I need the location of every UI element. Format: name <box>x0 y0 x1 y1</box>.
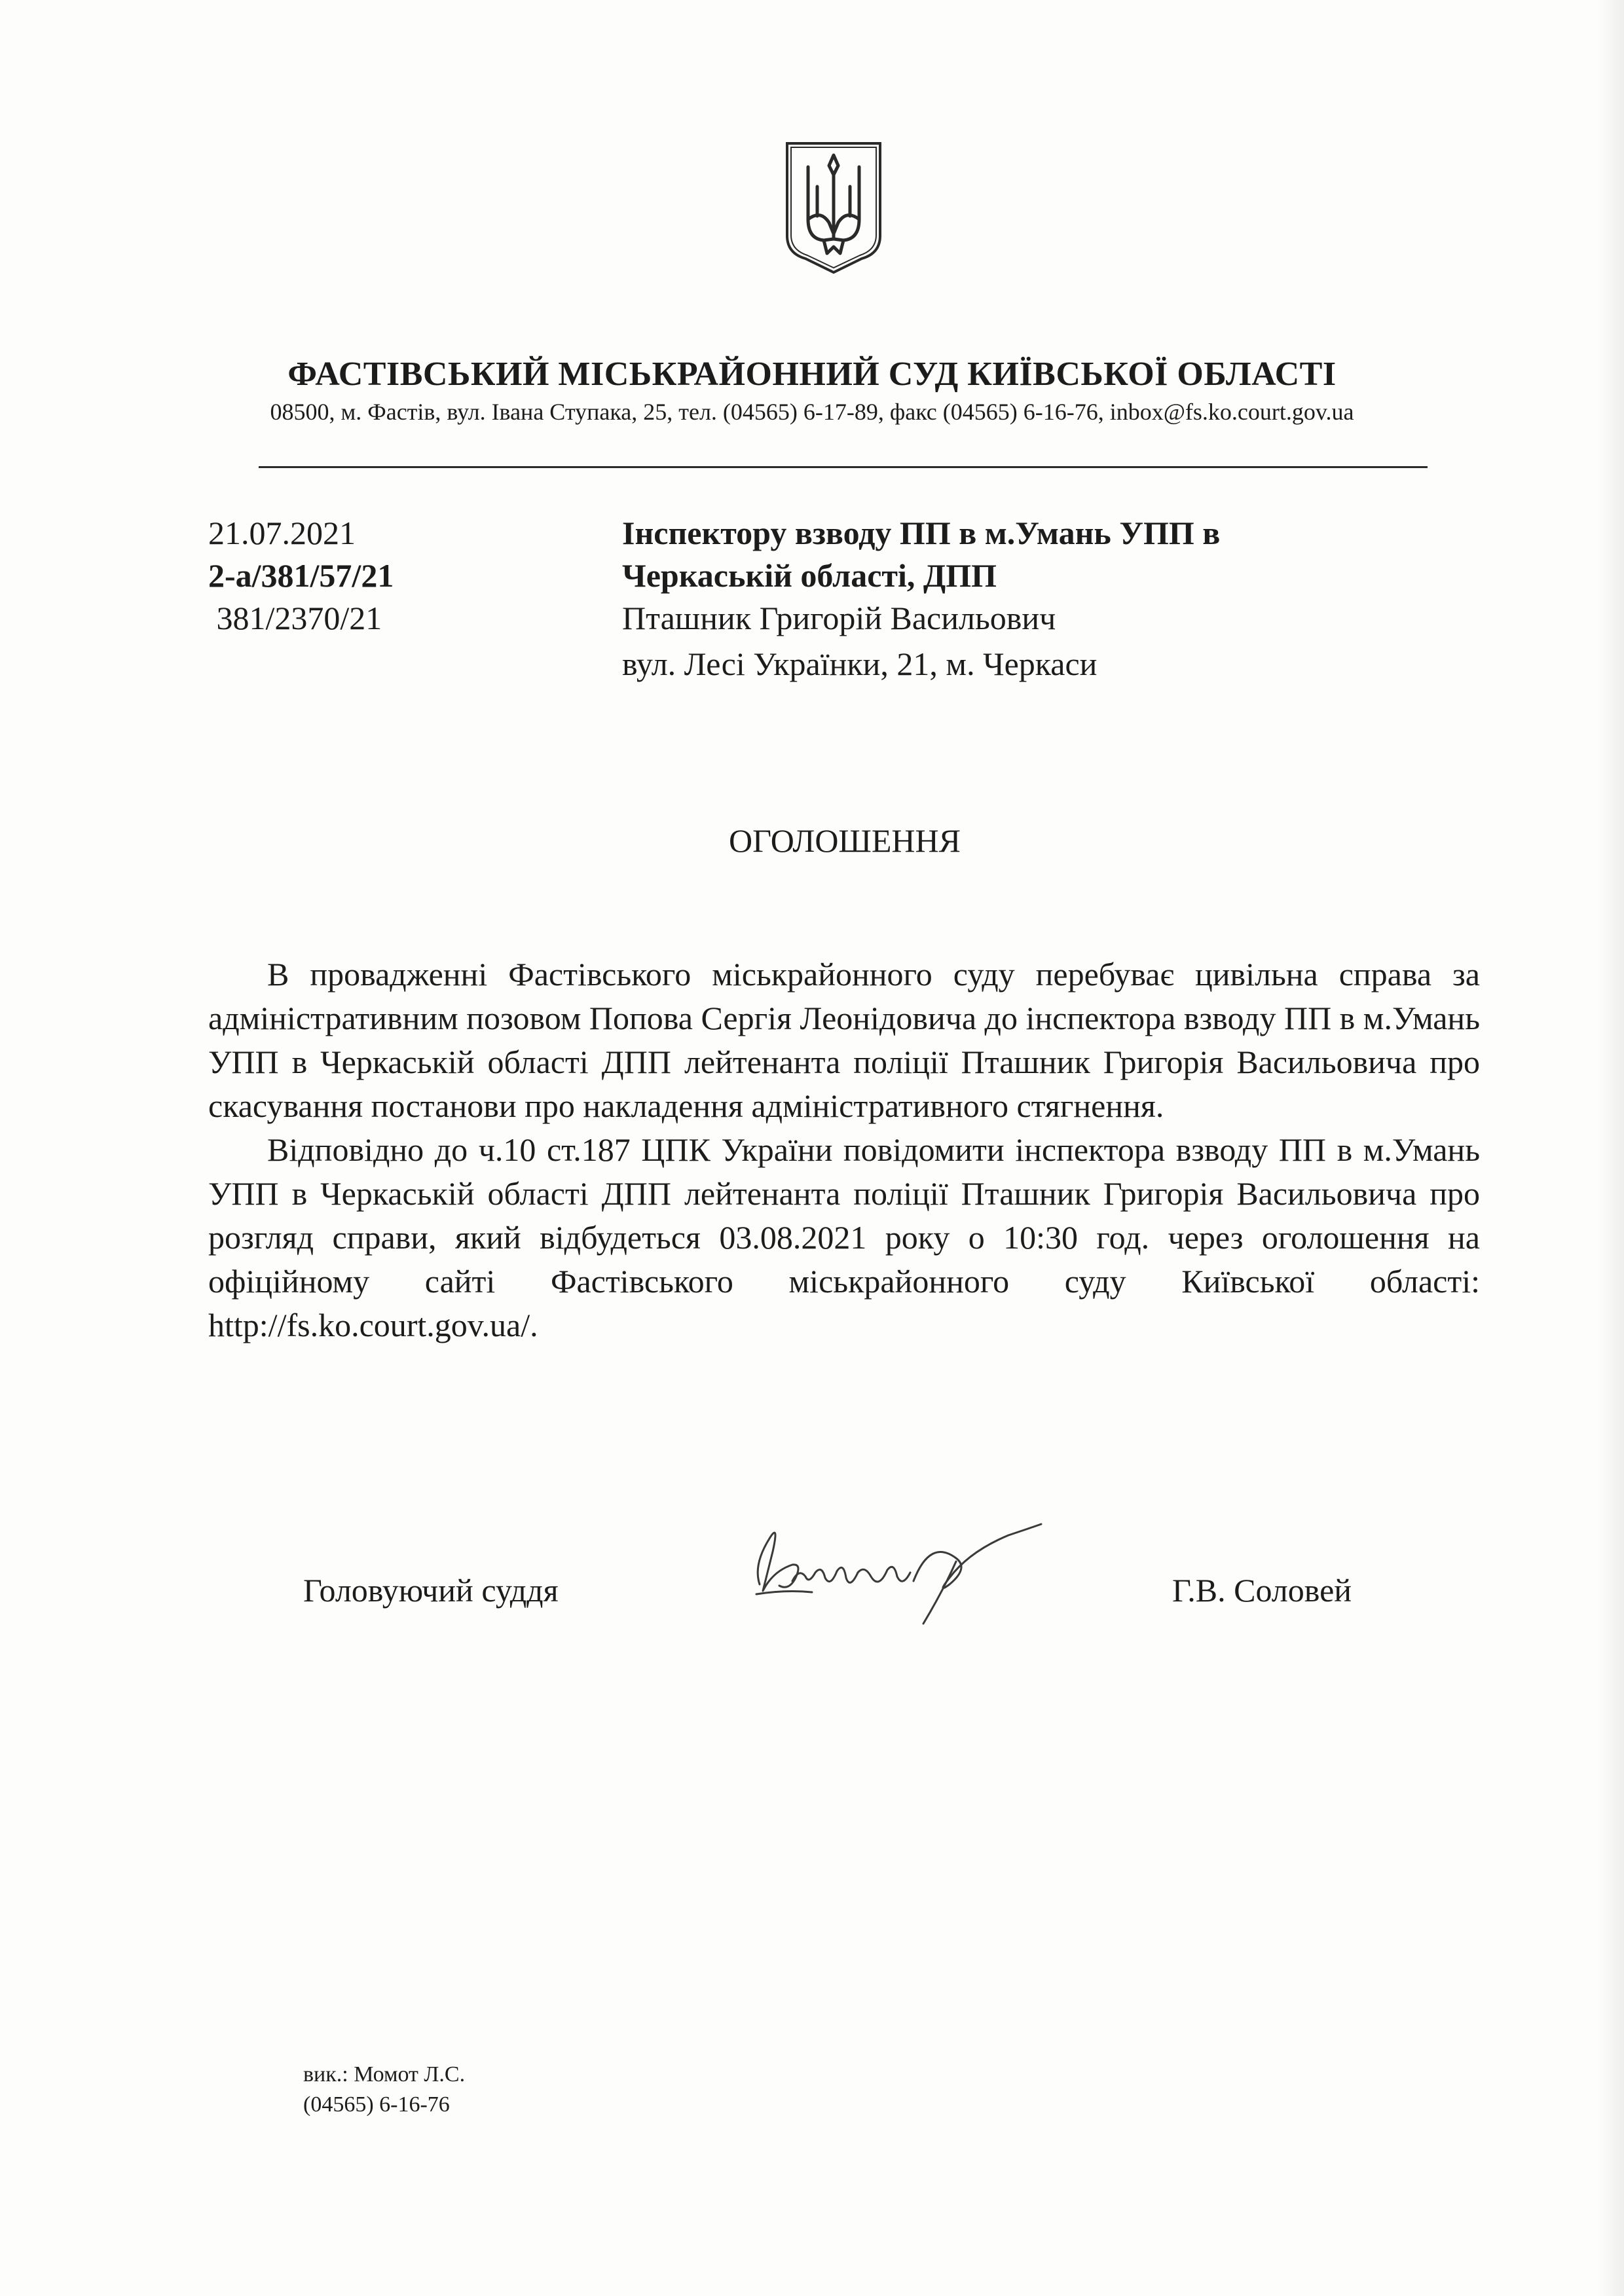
signature-role: Головуючий суддя <box>303 1572 559 1609</box>
recipient-line-2: Черкаській області, ДПП <box>622 557 997 594</box>
recipient-line-1: Інспектору взводу ПП в м.Умань УПП в <box>622 515 1221 551</box>
body-paragraph-2: Відповідно до ч.10 ст.187 ЦПК України повідомити інспектора взводу ПП в м.Умань УПП в Черкаській області ДПП лейтенанта поліції Пташник Григорія Васильовича про розгляд справи, який відбудеться 03.08.2021 року о 10:30 год. через оголошення на офіційному сайті Фастівського міськрайонного суду Київської області: http://fs.ko.court.gov.ua/. <box>208 1131 1480 1343</box>
body-paragraph-1: В провадженні Фастівського міськрайонного суду перебуває цивільна справа за адміністративним позовом Попова Сергія Леонідовича до інспектора взводу ПП в м.Умань УПП в Черкаській області ДПП лейтенанта поліції Пташник Григорія Васильовича про скасування постанови про накладення адміністративного стягнення. <box>208 956 1480 1124</box>
executor-phone: (04565) 6-16-76 <box>303 2092 450 2117</box>
handwritten-signature <box>733 1499 1048 1637</box>
recipient-name: Пташник Григорій Васильович <box>622 600 1056 636</box>
header-divider <box>259 466 1428 468</box>
judge-name: Г.В. Соловей <box>1172 1572 1352 1609</box>
announcement-body <box>208 953 1480 1347</box>
registration-number: 381/2370/21 <box>208 600 382 636</box>
executor-info <box>303 2060 465 2120</box>
document-title: ОГОЛОШЕННЯ <box>729 822 961 859</box>
court-address: 08500, м. Фастів, вул. Івана Ступака, 25, тел. (04565) 6-17-89, факс (04565) 6-16-76, inbox@fs.ko.court.gov.ua <box>270 399 1354 425</box>
recipient-address: вул. Лесі Українки, 21, м. Черкаси <box>622 646 1098 682</box>
court-name: ФАСТІВСЬКИЙ МІСЬКРАЙОННИЙ СУД КИЇВСЬКОЇ ОБЛАСТІ <box>287 355 1337 393</box>
document-date: 21.07.2021 <box>208 515 356 551</box>
case-number: 2-а/381/57/21 <box>208 557 394 594</box>
coat-of-arms-icon <box>784 141 883 275</box>
scan-shadow <box>1598 0 1624 2296</box>
executor-name: вик.: Момот Л.С. <box>303 2062 466 2086</box>
